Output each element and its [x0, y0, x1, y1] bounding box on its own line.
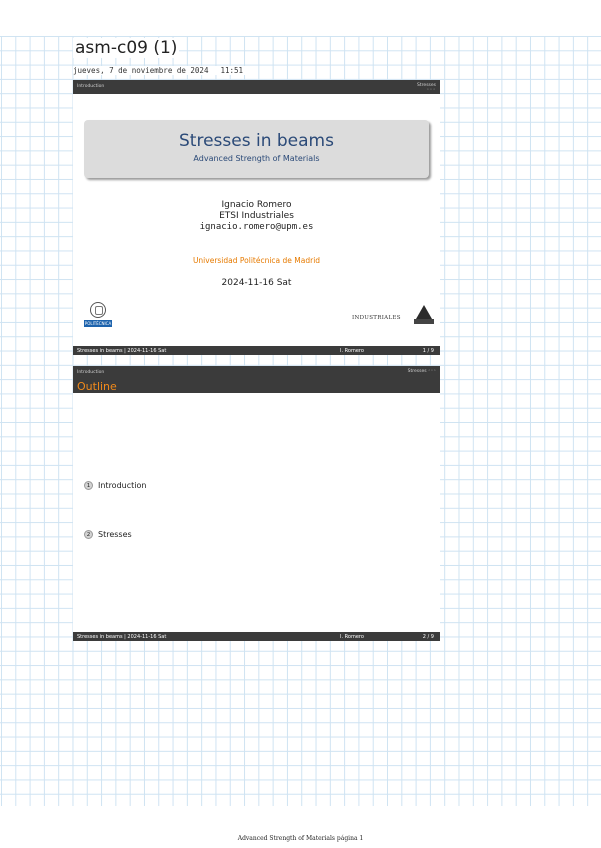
nav-section-stresses[interactable]: [408, 369, 436, 374]
nav-section-introduction[interactable]: Introduction: [77, 370, 105, 375]
note-title: asm-c09 (1): [75, 38, 178, 58]
slide-footer: [73, 632, 440, 641]
industriales-logo-text: INDUSTRIALES: [352, 315, 401, 321]
toc-label: Introduction: [98, 481, 147, 490]
nav-section-label: Stresses: [407, 369, 427, 374]
upm-seal-icon: [90, 302, 106, 318]
slide-subtitle: Advanced Strength of Materials: [193, 154, 320, 163]
frame-title: Outline: [77, 380, 117, 393]
slide-date: 2024-11-16 Sat: [221, 278, 292, 288]
note-time: 11:51: [220, 66, 244, 75]
slide-nav-bar: [73, 80, 440, 94]
footer-title: Stresses in beams | 2024-11-16 Sat: [77, 347, 167, 354]
slide-outline: [73, 366, 440, 641]
toc-number-icon: 2: [84, 530, 93, 539]
toc-item-introduction[interactable]: [84, 481, 146, 490]
note-date: jueves, 7 de noviembre de 2024: [73, 66, 209, 75]
toc-label: Stresses: [98, 530, 132, 539]
nav-dots-icon: ◦◦◦: [426, 88, 436, 93]
building-icon: [416, 305, 432, 319]
footer-page-number: 2 / 9: [422, 633, 434, 640]
title-block: [84, 120, 429, 178]
nav-section-label: Stresses: [417, 83, 436, 88]
upm-logo-band: POLITÉCNICA: [84, 321, 112, 326]
industriales-logo: [352, 305, 434, 327]
footer-author: I. Romero: [340, 633, 364, 640]
footer-author: I. Romero: [340, 347, 364, 354]
nav-dots-icon: ◦◦◦: [428, 369, 436, 374]
author-email: ignacio.romero@upm.es: [199, 222, 314, 232]
slide-footer: [73, 346, 440, 355]
nav-section-stresses[interactable]: [417, 83, 436, 93]
author-name: Ignacio Romero: [221, 200, 292, 210]
slide-title-page: [73, 80, 440, 355]
nav-section-introduction[interactable]: Introduction: [77, 84, 105, 89]
toc-item-stresses[interactable]: [84, 530, 132, 539]
building-base-icon: [414, 319, 434, 324]
author-block: [73, 200, 440, 233]
author-school: ETSI Industriales: [219, 211, 294, 221]
slide-nav-bar: [73, 366, 440, 393]
page-footer: Advanced Strength of Materials página 1: [237, 835, 364, 842]
slide-title: Stresses in beams: [179, 131, 334, 151]
upm-logo: [84, 302, 112, 328]
footer-page-number: 1 / 9: [422, 347, 434, 354]
note-timestamp: [73, 66, 255, 75]
footer-title: Stresses in beams | 2024-11-16 Sat: [77, 633, 167, 640]
institution: Universidad Politécnica de Madrid: [192, 256, 321, 265]
toc-number-icon: 1: [84, 481, 93, 490]
